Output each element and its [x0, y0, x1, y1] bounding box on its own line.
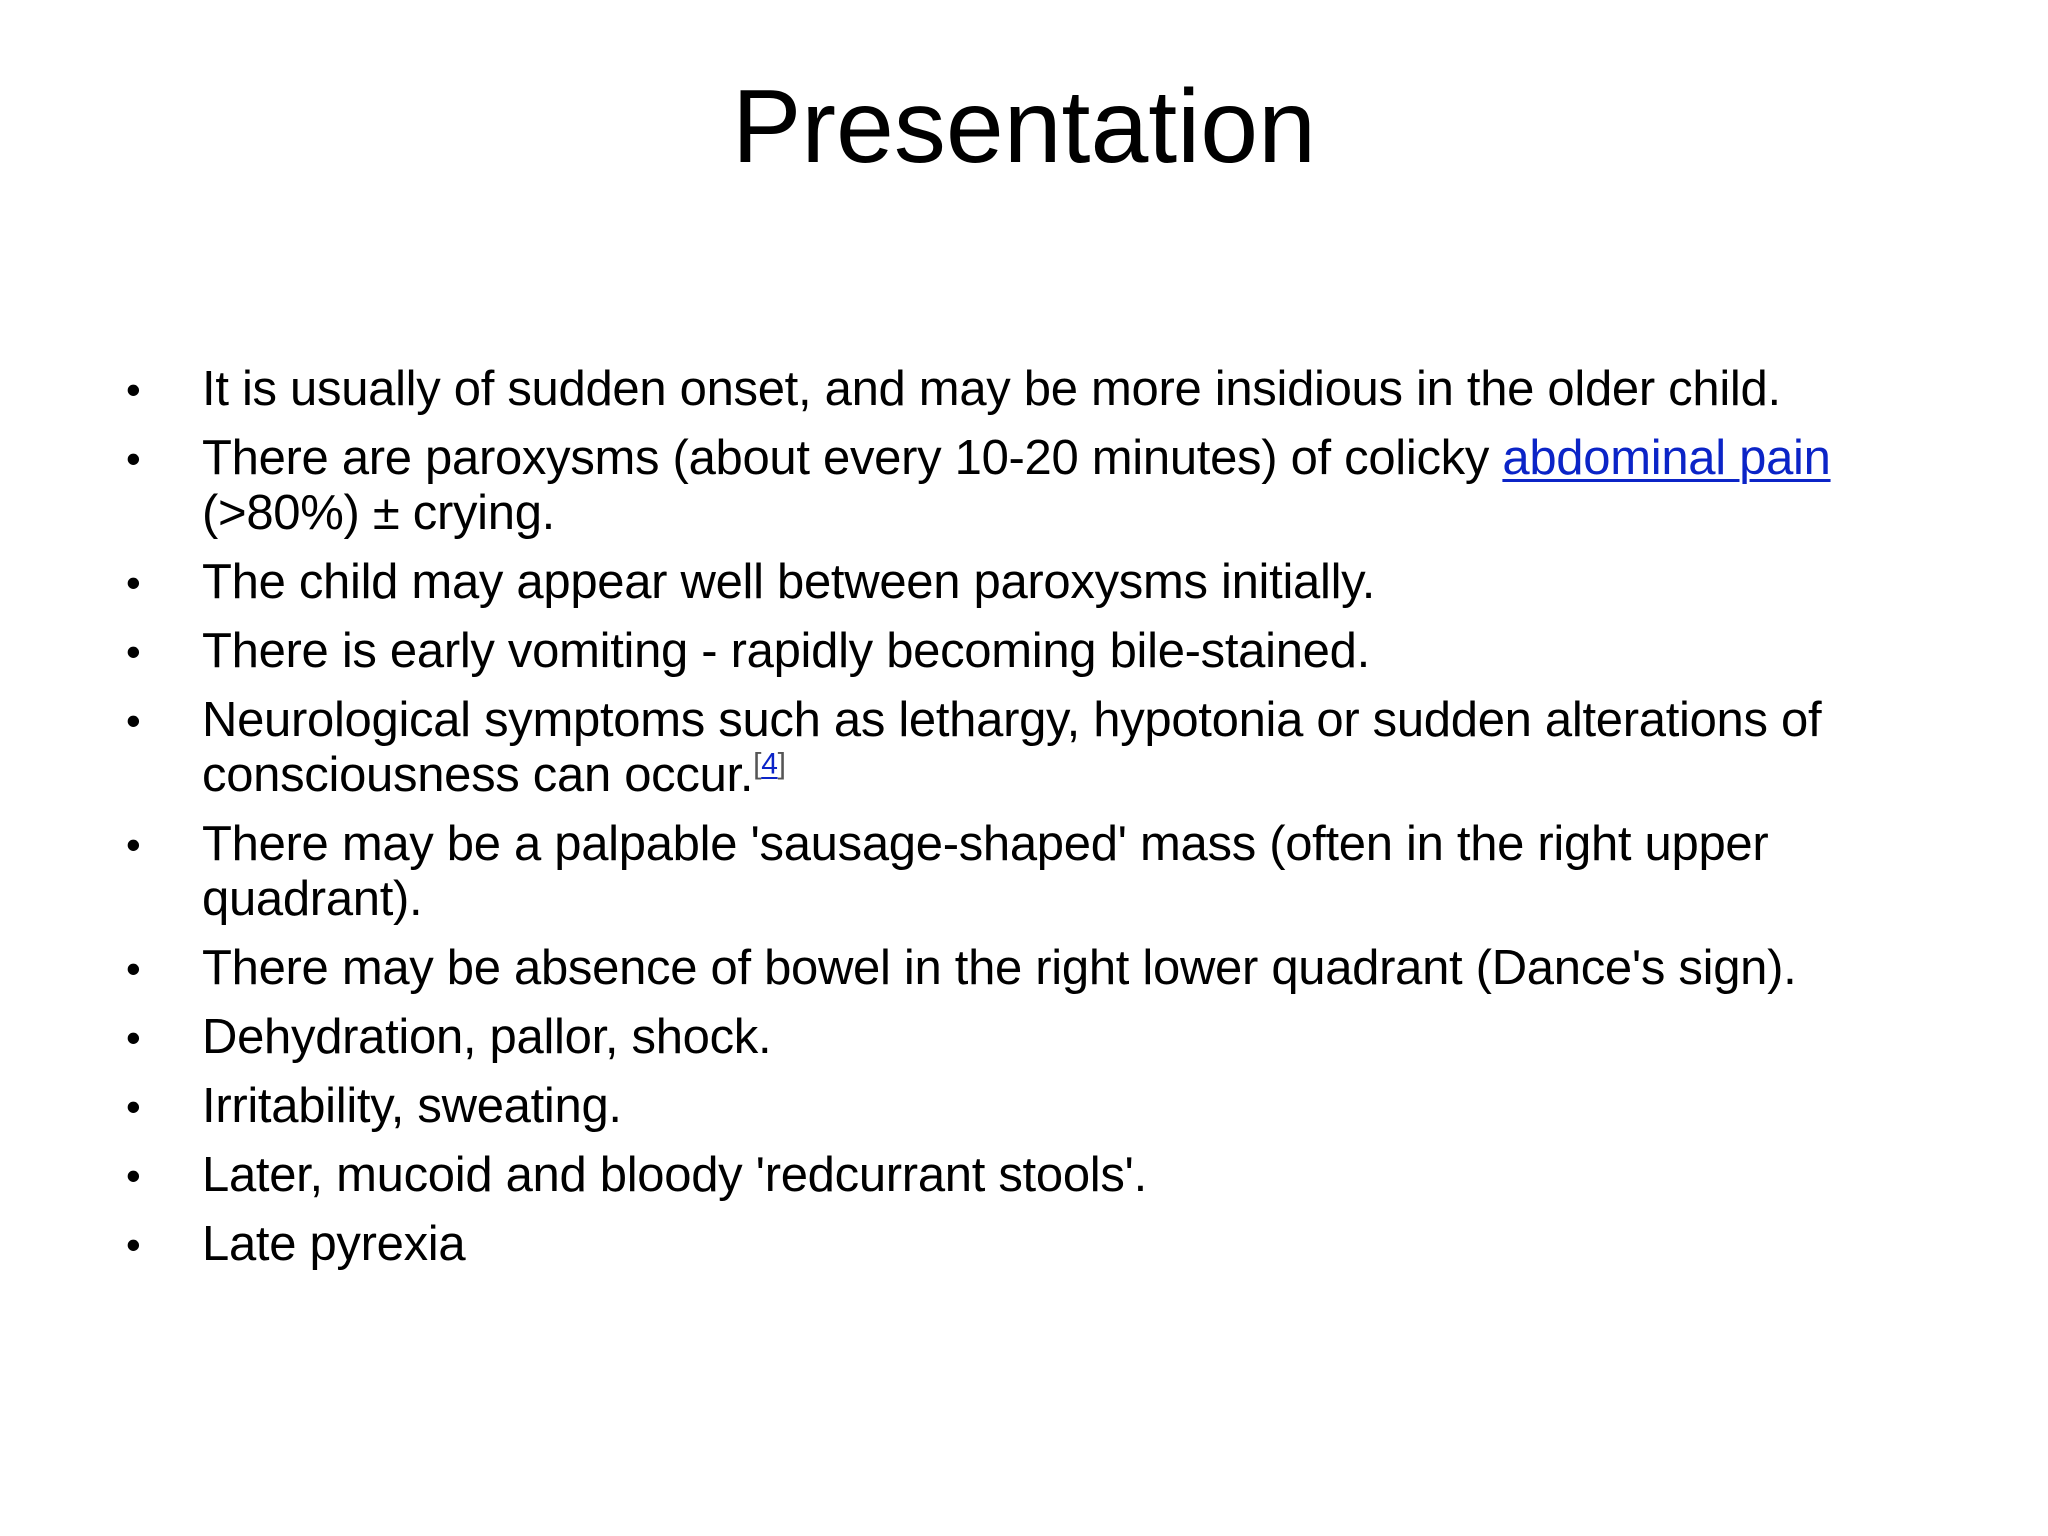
bullet-text: There may be absence of bowel in the right lower quadrant (Dance's sign).	[202, 941, 1797, 995]
bullet-icon: •	[126, 1221, 141, 1268]
list-item	[118, 817, 1988, 927]
bullet-text: There is early vomiting - rapidly becoming bile-stained.	[202, 624, 1370, 678]
bullet-text: Later, mucoid and bloody 'redcurrant stools'.	[202, 1148, 1147, 1202]
list-item	[118, 555, 1988, 610]
list-item	[118, 1217, 1988, 1272]
bullet-icon: •	[126, 1152, 141, 1199]
bullet-icon: •	[126, 697, 141, 744]
list-item	[118, 362, 1988, 417]
bullet-text: Dehydration, pallor, shock.	[202, 1010, 772, 1064]
list-item	[118, 693, 1988, 803]
citation-open: [	[753, 747, 762, 781]
bullet-text: It is usually of sudden onset, and may be more insidious in the older child.	[202, 362, 1781, 416]
bullet-list	[118, 362, 1988, 1286]
abdominal-pain-link[interactable]: abdominal pain	[1502, 431, 1831, 485]
bullet-text: The child may appear well between paroxysms initially.	[202, 555, 1376, 609]
bullet-icon: •	[126, 821, 141, 868]
bullet-icon: •	[126, 559, 141, 606]
slide-title: Presentation	[732, 69, 1316, 185]
bullet-text: Late pyrexia	[202, 1217, 466, 1271]
list-item	[118, 431, 1988, 541]
list-item	[118, 1010, 1988, 1065]
list-item	[118, 1148, 1988, 1203]
bullet-icon: •	[126, 366, 141, 413]
list-item	[118, 624, 1988, 679]
list-item	[118, 1079, 1988, 1134]
bullet-text-after: (>80%) ± crying.	[202, 486, 555, 540]
citation-link[interactable]: 4	[761, 747, 778, 781]
bullet-icon: •	[126, 435, 141, 482]
bullet-icon: •	[126, 1014, 141, 1061]
citation-close: ]	[777, 747, 786, 781]
bullet-text: Irritability, sweating.	[202, 1079, 622, 1133]
bullet-icon: •	[126, 628, 141, 675]
bullet-text: Neurological symptoms such as lethargy, hypotonia or sudden alterations of consciousness can occur.	[202, 693, 1822, 802]
bullet-text: There are paroxysms (about every 10-20 minutes) of colicky	[202, 431, 1503, 485]
bullet-icon: •	[126, 945, 141, 992]
list-item	[118, 941, 1988, 996]
bullet-text: There may be a palpable 'sausage-shaped' mass (often in the right upper quadrant).	[202, 817, 1769, 926]
citation	[753, 748, 785, 781]
bullet-icon: •	[126, 1083, 141, 1130]
